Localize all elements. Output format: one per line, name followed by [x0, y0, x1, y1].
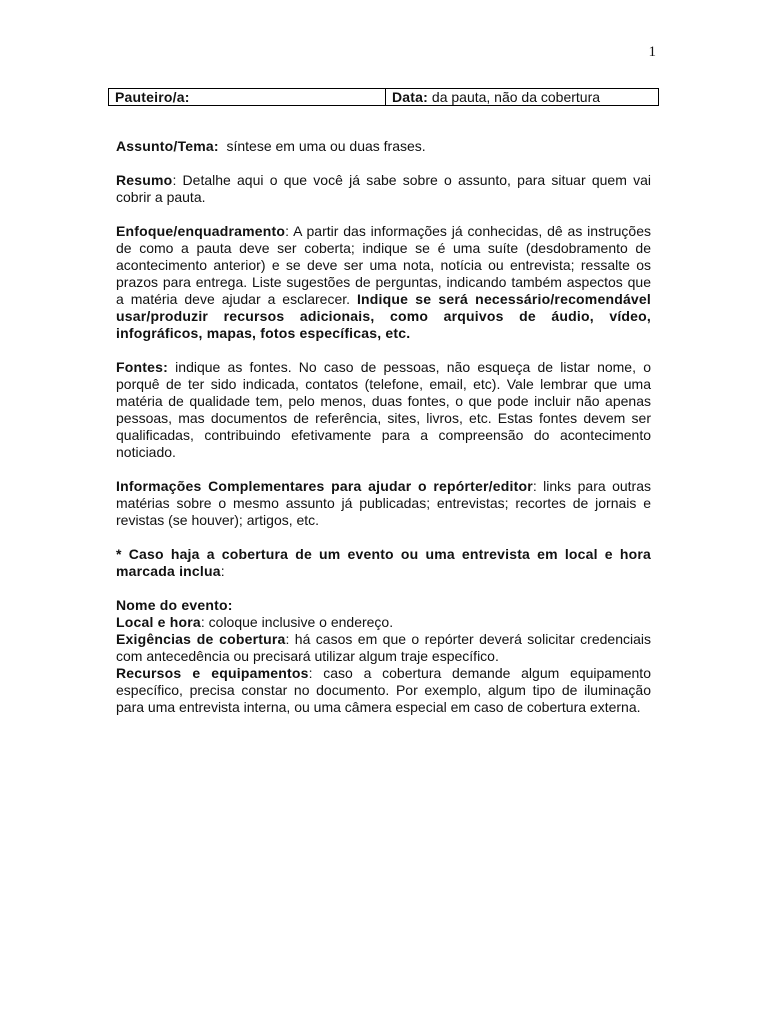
exigencias-paragraph — [116, 631, 651, 665]
fontes-paragraph — [116, 359, 651, 461]
author-cell — [109, 89, 386, 106]
header-row — [109, 89, 659, 106]
assunto-label: Assunto/Tema: — [116, 138, 219, 154]
date-label: Data: — [392, 89, 429, 105]
resumo-text: : Detalhe aqui o que você já sabe sobre o assunto, para situar quem vai cobrir a pauta. — [116, 172, 651, 205]
assunto-text: síntese em uma ou duas frases. — [226, 138, 426, 154]
enfoque-label: Enfoque/enquadramento — [116, 223, 286, 239]
date-value: da pauta, não da cobertura — [431, 89, 601, 105]
caso-paragraph — [116, 546, 651, 580]
local-hora-line — [116, 614, 651, 631]
resumo-paragraph — [116, 172, 651, 206]
fontes-text: indique as fontes. No caso de pessoas, não esqueça de listar nome, o porquê de ter sido indicada, contatos (telefone, email, etc). Vale lembrar que uma matéria de qualidade tem, pelo menos, duas fontes, o que pode incluir não apenas pessoas, mas documentos de referência, sites, livros, etc. Estas fontes devem ser qualificadas, contribuindo efetivamente para a compreensão do acontecimento noticiado. — [116, 359, 651, 460]
caso-bold-text: * Caso haja a cobertura de um evento ou uma entrevista em local e hora marcada inclua — [116, 546, 651, 579]
document-body — [116, 138, 651, 716]
page-number: 1 — [648, 44, 656, 60]
caso-text: : — [220, 563, 225, 579]
recursos-paragraph — [116, 665, 651, 716]
informacoes-text: : links para outras matérias sobre o mesmo assunto já publicadas; entrevistas; recortes de jornais e revistas (se houver); artigos, etc. — [116, 478, 651, 528]
informacoes-paragraph — [116, 478, 651, 529]
exigencias-text: : há casos em que o repórter deverá solicitar credenciais com antecedência ou precisará utilizar algum traje específico. — [116, 631, 651, 664]
recursos-label: Recursos e equipamentos — [116, 665, 309, 681]
author-label: Pauteiro/a: — [115, 89, 190, 105]
header-table — [108, 88, 659, 106]
enfoque-bold-text: Indique se será necessário/recomendável usar/produzir recursos adicionais, como arquivos de áudio, vídeo, infográficos, mapas, fotos específicas, etc. — [116, 291, 651, 341]
assunto-paragraph — [116, 138, 651, 155]
exigencias-label: Exigências de cobertura — [116, 631, 286, 647]
fontes-label: Fontes: — [116, 359, 168, 375]
date-cell — [386, 89, 659, 106]
enfoque-text: : A partir das informações já conhecidas, dê as instruções de como a pauta deve ser coberta; indique se é uma suíte (desdobramento de acontecimento anterior) e se deve ser uma nota, notícia ou entrevista; ressalte os prazos para entrega. Liste sugestões de perguntas, indicando também aspectos que a matéria deve ajudar a esclarecer. — [116, 223, 651, 307]
recursos-text: : caso a cobertura demande algum equipamento específico, precisa constar no documento. Por exemplo, algum tipo de iluminação para uma entrevista interna, ou uma câmera especial em caso de cobertura externa. — [116, 665, 651, 715]
resumo-label: Resumo — [116, 172, 173, 188]
enfoque-paragraph — [116, 223, 651, 342]
local-hora-label: Local e hora — [116, 614, 201, 630]
local-hora-text: : coloque inclusive o endereço. — [200, 614, 394, 630]
nome-evento-line — [116, 597, 651, 614]
informacoes-label: Informações Complementares para ajudar o repórter/editor — [116, 478, 533, 494]
nome-evento-label: Nome do evento: — [116, 597, 233, 613]
